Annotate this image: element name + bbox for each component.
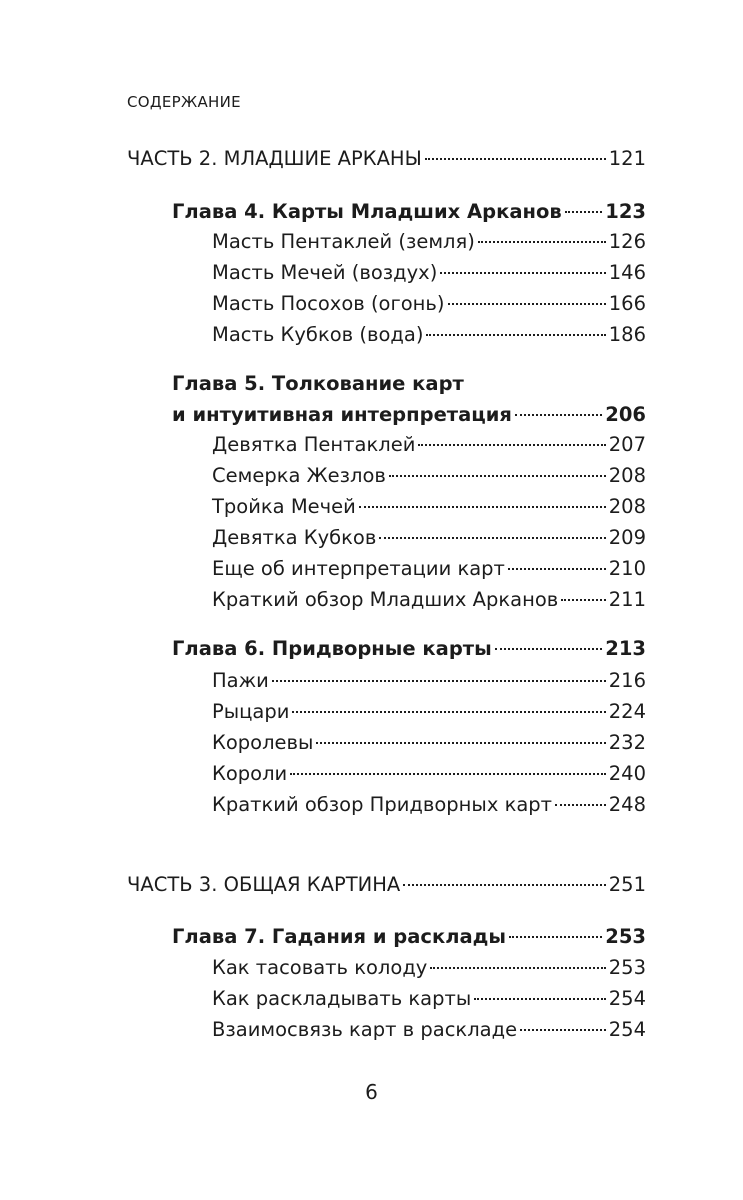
- dot-leader: [389, 475, 606, 477]
- toc-entry-title: Девятка Пентаклей: [212, 433, 416, 456]
- toc-entry-section[interactable]: [212, 522, 646, 553]
- toc-entry-page: 254: [608, 987, 646, 1010]
- toc-entry-title: Глава 6. Придворные карты: [172, 637, 492, 660]
- toc-entry-title: Краткий обзор Придворных карт: [212, 793, 553, 816]
- toc-entry-page: 209: [608, 526, 646, 549]
- toc-entry-page: 121: [608, 147, 646, 170]
- toc-entry-title: Масть Мечей (воздух): [212, 261, 438, 284]
- toc-entry-section[interactable]: [212, 584, 646, 615]
- toc-entry-chapter-7[interactable]: [172, 921, 646, 952]
- toc-entry-section[interactable]: [212, 1014, 646, 1045]
- toc-entry-page: 208: [608, 464, 646, 487]
- toc-entry-page: 240: [608, 762, 646, 785]
- dot-leader: [425, 158, 606, 160]
- dot-leader: [272, 680, 606, 682]
- toc-entry-title: Краткий обзор Младших Арканов: [212, 588, 559, 611]
- toc-entry-page: 206: [605, 403, 646, 426]
- dot-leader: [478, 241, 606, 243]
- toc-entry-page: 213: [605, 637, 646, 660]
- dot-leader: [359, 506, 606, 508]
- toc-entry-part-2[interactable]: [127, 143, 646, 174]
- toc-entry-section[interactable]: [212, 665, 646, 696]
- toc-entry-section[interactable]: [212, 491, 646, 522]
- toc-entry-section[interactable]: [212, 288, 646, 319]
- dot-leader: [561, 599, 605, 601]
- toc-entry-title: ЧАСТЬ 3. ОБЩАЯ КАРТИНА: [127, 873, 401, 896]
- dot-leader: [565, 211, 603, 213]
- toc-entry-chapter-4[interactable]: [172, 196, 646, 227]
- toc-entry-page: 186: [608, 323, 646, 346]
- toc-entry-page: 126: [608, 230, 646, 253]
- toc-entry-section[interactable]: [212, 460, 646, 491]
- toc-entry-title: Семерка Жезлов: [212, 464, 386, 487]
- dot-leader: [474, 998, 606, 1000]
- dot-leader: [426, 334, 605, 336]
- toc-entry-chapter-6[interactable]: [172, 633, 646, 664]
- toc-entry-chapter-5[interactable]: [172, 399, 646, 430]
- dot-leader: [316, 742, 605, 744]
- toc-entry-title: Глава 4. Карты Младших Арканов: [172, 200, 562, 223]
- toc-entry-section[interactable]: [212, 696, 646, 727]
- toc-entry-page: 207: [608, 433, 646, 456]
- toc-entry-title: Рыцари: [212, 700, 290, 723]
- toc-entry-section[interactable]: [212, 789, 646, 820]
- toc-entry-section[interactable]: [212, 758, 646, 789]
- toc-entry-title: Взаимосвязь карт в раскладе: [212, 1018, 518, 1041]
- running-head: СОДЕРЖАНИЕ: [127, 93, 241, 111]
- toc-entry-page: 208: [608, 495, 646, 518]
- toc-entry-title: Как раскладывать карты: [212, 987, 472, 1010]
- toc-entry-section[interactable]: [212, 226, 646, 257]
- toc-entry-title: Масть Пентаклей (земля): [212, 230, 475, 253]
- dot-leader: [515, 414, 602, 416]
- page-number: 6: [365, 1080, 378, 1104]
- toc-entry-page: 251: [608, 873, 646, 896]
- toc-entry-title: Масть Кубков (вода): [212, 323, 424, 346]
- dot-leader: [509, 936, 602, 938]
- toc-entry-title: и интуитивная интерпретация: [172, 403, 512, 426]
- toc-entry-page: 210: [608, 557, 646, 580]
- dot-leader: [520, 1029, 606, 1031]
- toc-entry-title: Короли: [212, 762, 288, 785]
- toc-entry-chapter-5-line-1[interactable]: Глава 5. Толкование карт: [172, 372, 464, 395]
- toc-entry-title: Тройка Мечей: [212, 495, 356, 518]
- toc-entry-section[interactable]: [212, 727, 646, 758]
- toc-entry-page: 253: [608, 956, 646, 979]
- toc-entry-title: Королевы: [212, 731, 314, 754]
- toc-entry-page: 211: [608, 588, 646, 611]
- dot-leader: [448, 303, 606, 305]
- dot-leader: [430, 967, 605, 969]
- toc-entry-page: 216: [608, 669, 646, 692]
- dot-leader: [555, 804, 606, 806]
- dot-leader: [379, 537, 605, 539]
- toc-entry-page: 248: [608, 793, 646, 816]
- toc-entry-title: Глава 7. Гадания и расклады: [172, 925, 507, 948]
- toc-entry-title: Пажи: [212, 669, 269, 692]
- toc-entry-page: 254: [608, 1018, 646, 1041]
- toc-entry-title: Масть Посохов (огонь): [212, 292, 445, 315]
- toc-entry-part-3[interactable]: [127, 869, 646, 900]
- dot-leader: [290, 773, 606, 775]
- dot-leader: [418, 444, 605, 446]
- toc-entry-page: 146: [608, 261, 646, 284]
- toc-entry-title: Еще об интерпретации карт: [212, 557, 505, 580]
- dot-leader: [403, 884, 606, 886]
- toc-entry-section[interactable]: [212, 983, 646, 1014]
- dot-leader: [292, 711, 605, 713]
- toc-entry-title: Как тасовать колоду: [212, 956, 428, 979]
- toc-entry-section[interactable]: [212, 429, 646, 460]
- toc-entry-title: ЧАСТЬ 2. МЛАДШИЕ АРКАНЫ: [127, 147, 422, 170]
- toc-entry-page: 232: [608, 731, 646, 754]
- toc-entry-page: 224: [608, 700, 646, 723]
- toc-entry-section[interactable]: [212, 553, 646, 584]
- toc-entry-page: 123: [605, 200, 646, 223]
- toc-entry-page: 253: [605, 925, 646, 948]
- dot-leader: [495, 648, 603, 650]
- toc-entry-section[interactable]: [212, 319, 646, 350]
- toc-entry-page: 166: [608, 292, 646, 315]
- toc-entry-title: Девятка Кубков: [212, 526, 377, 549]
- dot-leader: [508, 568, 606, 570]
- dot-leader: [440, 272, 605, 274]
- toc-entry-section[interactable]: [212, 952, 646, 983]
- toc-entry-section[interactable]: [212, 257, 646, 288]
